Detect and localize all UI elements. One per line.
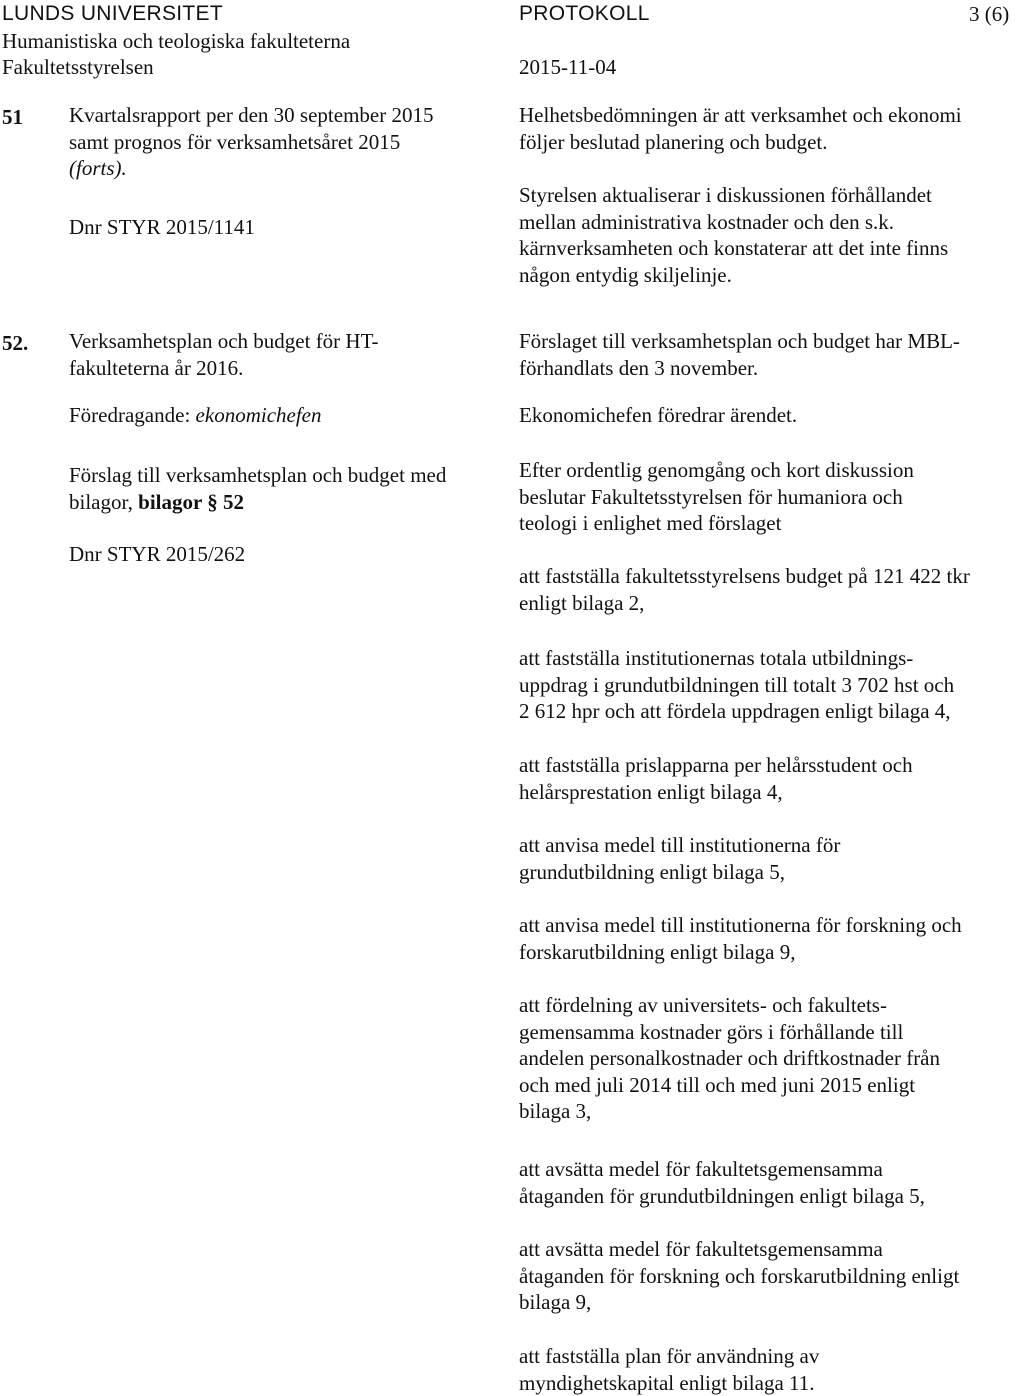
paragraph-line: att fastställa prislapparna per helårsstudent och [519, 753, 913, 777]
proposal-line: Förslag till verksamhetsplan och budget med [69, 463, 447, 487]
paragraph-line: åtaganden för grundutbildningen enligt bilaga 5, [519, 1183, 925, 1208]
paragraph-line: grundutbildning enligt bilaga 5, [519, 859, 785, 884]
item-51-dnr: Dnr STYR 2015/1141 [69, 215, 255, 239]
presenter-label: Föredragande: [69, 403, 196, 427]
item-52-dnr: Dnr STYR 2015/262 [69, 542, 246, 566]
paragraph-line: andelen personalkostnader och driftkostnader från [519, 1046, 941, 1070]
paragraph-line: mellan administrativa kostnader och den s.k. [519, 209, 894, 234]
paragraph-line: att fastställa institutionernas totala utbildnings- [519, 646, 914, 670]
paragraph-line: teologi i enlighet med förslaget [519, 511, 782, 535]
item-52-number: 52. [2, 331, 29, 355]
paragraph-line: åtaganden för forskning och forskarutbildning enligt [519, 1263, 960, 1288]
paragraph-line: bilaga 3, [519, 1099, 592, 1123]
paragraph-line: myndighetskapital enligt bilaga 11. [519, 1370, 815, 1395]
faculty-name: Humanistiska och teologiska fakulteterna [2, 29, 351, 53]
att-clause-2 [519, 645, 954, 725]
item-52-title-line: Verksamhetsplan och budget för HT- [69, 329, 379, 353]
item-51-assessment [519, 102, 962, 155]
proposal-attachments: bilagor § 52 [138, 489, 244, 514]
item-51-title-line: Kvartalsrapport per den 30 september 2015 [69, 103, 434, 127]
att-clause-7 [519, 1156, 925, 1209]
paragraph-line: kärnverksamheten och konstaterar att det inte finns [519, 236, 949, 260]
item-51-discussion [519, 182, 948, 288]
proposal-line [69, 489, 446, 516]
paragraph-line: att anvisa medel till institutionerna för [519, 833, 841, 857]
item-52-title-line: fakulteterna år 2016. [69, 355, 244, 380]
board-name: Fakultetsstyrelsen [2, 55, 154, 79]
paragraph-line: Förslaget till verksamhetsplan och budget har MBL- [519, 329, 960, 353]
item-52-decision [519, 457, 914, 537]
paragraph-line: enligt bilaga 2, [519, 590, 645, 615]
item-51-title-line: samt prognos för verksamhetsåret 2015 [69, 129, 401, 154]
paragraph-line: att avsätta medel för fakultetsgemensamma [519, 1157, 883, 1181]
document-date: 2015-11-04 [519, 55, 617, 79]
paragraph-line: att fastställa fakultetsstyrelsens budget på 121 422 tkr [519, 564, 970, 588]
paragraph-line: att fastställa plan för användning av [519, 1344, 820, 1368]
item-52-proposal [69, 462, 446, 515]
paragraph-line: forskarutbildning enligt bilaga 9, [519, 939, 796, 964]
paragraph-line: Efter ordentlig genomgång och kort diskussion [519, 458, 914, 482]
paragraph-line: följer beslutad planering och budget. [519, 129, 828, 154]
item-51-number: 51 [2, 105, 23, 129]
att-clause-4 [519, 832, 840, 885]
item-52-title [69, 328, 378, 381]
att-clause-5 [519, 912, 962, 965]
att-clause-6 [519, 992, 940, 1125]
paragraph-line: Helhetsbedömningen är att verksamhet och ekonomi [519, 103, 962, 127]
att-clause-3 [519, 752, 913, 805]
item-52-mbl [519, 328, 960, 381]
paragraph-line: Styrelsen aktualiserar i diskussionen förhållandet [519, 183, 932, 207]
att-clause-1 [519, 563, 970, 616]
university-name: LUNDS UNIVERSITET [2, 2, 223, 25]
paragraph-line: beslutar Fakultetsstyrelsen för humaniora och [519, 484, 903, 509]
paragraph-line: att fördelning av universitets- och fakultets- [519, 993, 887, 1017]
page-number: 3 (6) [969, 2, 1010, 26]
document-type: PROTOKOLL [519, 2, 650, 25]
paragraph-line: någon entydig skiljelinje. [519, 262, 732, 287]
paragraph-line: förhandlats den 3 november. [519, 355, 759, 380]
paragraph-line: bilaga 9, [519, 1290, 592, 1314]
att-clause-9 [519, 1343, 819, 1396]
paragraph-line: att anvisa medel till institutionerna för forskning och [519, 913, 962, 937]
paragraph-line: helårsprestation enligt bilaga 4, [519, 779, 783, 804]
paragraph-line: och med juli 2014 till och med juni 2015 enligt [519, 1072, 916, 1097]
item-52-presenter [69, 402, 322, 429]
att-clause-8 [519, 1236, 959, 1316]
paragraph-line: uppdrag i grundutbildningen till totalt 3 702 hst och [519, 672, 955, 697]
paragraph-line: gemensamma kostnader görs i förhållande till [519, 1019, 904, 1044]
item-51-title [69, 102, 433, 182]
paragraph-line: att avsätta medel för fakultetsgemensamma [519, 1237, 883, 1261]
item-52-presents: Ekonomichefen föredrar ärendet. [519, 403, 798, 427]
item-51-forts: (forts). [69, 156, 127, 180]
paragraph-line: 2 612 hpr och att fördela uppdragen enligt bilaga 4, [519, 699, 951, 723]
presenter-name: ekonomichefen [195, 403, 322, 427]
proposal-prefix: bilagor, [69, 489, 139, 514]
